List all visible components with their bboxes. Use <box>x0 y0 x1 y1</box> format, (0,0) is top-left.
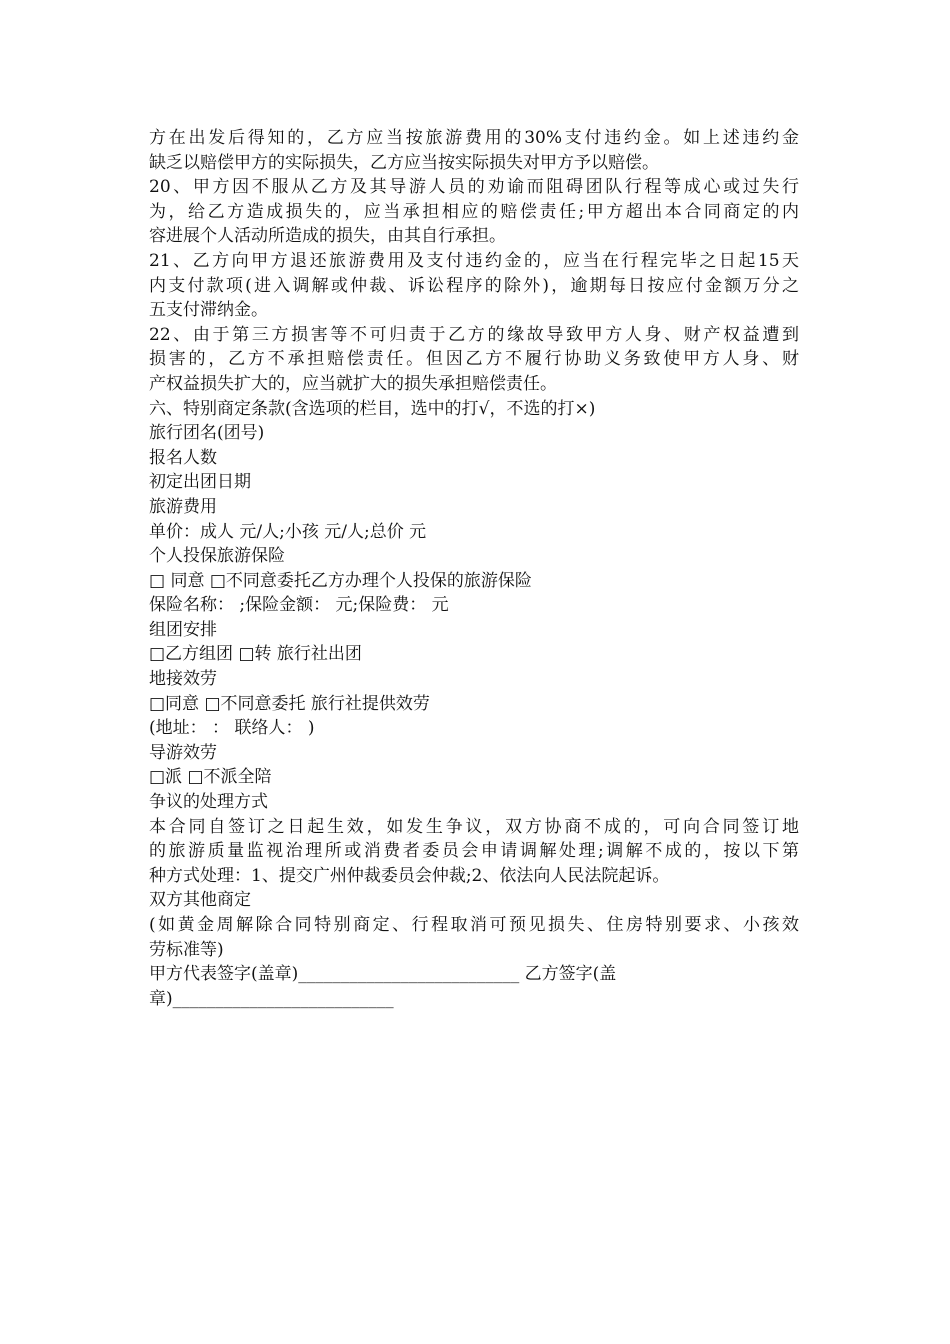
field-label: 双方其他商定 <box>149 890 251 911</box>
text-line: 损害的，乙方不承担赔偿责任。但因乙方不履行协助义务致使甲方人身、财 <box>149 349 799 370</box>
checkbox-option-line: □派 □不派全陪 <box>149 767 272 788</box>
text-line: 容进展个人活动所造成的损失，由其自行承担。 <box>149 226 506 247</box>
section-heading: 六、特别商定条款(含选项的栏目，选中的打√，不选的打×) <box>149 398 596 419</box>
text-line: 的旅游质量监视治理所或消费者委员会申请调解处理;调解不成的，按以下第 <box>149 841 799 862</box>
text-line: 五支付滞纳金。 <box>149 300 268 321</box>
text-line: 缺乏以赔偿甲方的实际损失，乙方应当按实际损失对甲方予以赔偿。 <box>149 152 659 173</box>
text-line: 种方式处理：1、提交广州仲裁委员会仲裁;2、依法向人民法院起诉。 <box>149 865 670 886</box>
text-line: 方在出发后得知的，乙方应当按旅游费用的30%支付违约金。如上述违约金 <box>149 128 799 148</box>
field-label: 报名人数 <box>149 447 217 468</box>
field-label: 地接效劳 <box>149 669 217 690</box>
address-line: (地址： ： 联络人： ) <box>149 718 315 739</box>
field-label: 导游效劳 <box>149 742 217 763</box>
text-line: 产权益损失扩大的，应当就扩大的损失承担赔偿责任。 <box>149 373 557 394</box>
clause-21-line: 21、乙方向甲方退还旅游费用及支付违约金的，应当在行程完毕之日起15天 <box>149 250 799 271</box>
checkbox-option-line: □同意 □不同意委托 旅行社提供效劳 <box>149 693 430 714</box>
text-line: 为，给乙方造成损失的，应当承担相应的赔偿责任;甲方超出本合同商定的内 <box>149 201 799 222</box>
field-label: 旅行团名(团号) <box>149 423 265 444</box>
clause-22-line: 22、由于第三方损害等不可归责于乙方的缘故导致甲方人身、财产权益遭到 <box>149 324 799 345</box>
field-label: 初定出团日期 <box>149 472 251 493</box>
signature-line: 甲方代表签字(盖章)__________________________ 乙方签字(盖 <box>149 964 617 985</box>
text-line: 内支付款项(进入调解或仲裁、诉讼程序的除外)，逾期每日按应付金额万分之 <box>149 275 799 296</box>
signature-line: 章)__________________________ <box>149 988 394 1009</box>
field-label: 组团安排 <box>149 619 217 640</box>
checkbox-option-line: □乙方组团 □转 旅行社出团 <box>149 644 362 665</box>
text-line: 本合同自签订之日起生效，如发生争议，双方协商不成的，可向合同签订地 <box>149 816 799 837</box>
document-page <box>149 126 799 1011</box>
text-line: (如黄金周解除合同特别商定、行程取消可预见损失、住房特别要求、小孩效 <box>149 915 799 935</box>
field-label: 旅游费用 <box>149 496 217 517</box>
clause-20-line: 20、甲方因不服从乙方及其导游人员的劝谕而阻碍团队行程等成心或过失行 <box>149 177 799 198</box>
field-label: 争议的处理方式 <box>149 792 268 813</box>
price-line: 单价：成人 元/人;小孩 元/人;总价 元 <box>149 521 427 542</box>
field-label: 个人投保旅游保险 <box>149 546 285 567</box>
insurance-line: 保险名称： ;保险金额： 元;保险费： 元 <box>149 595 449 616</box>
checkbox-option-line: □ 同意 □不同意委托乙方办理个人投保的旅游保险 <box>149 570 532 591</box>
text-line: 劳标准等) <box>149 939 224 960</box>
